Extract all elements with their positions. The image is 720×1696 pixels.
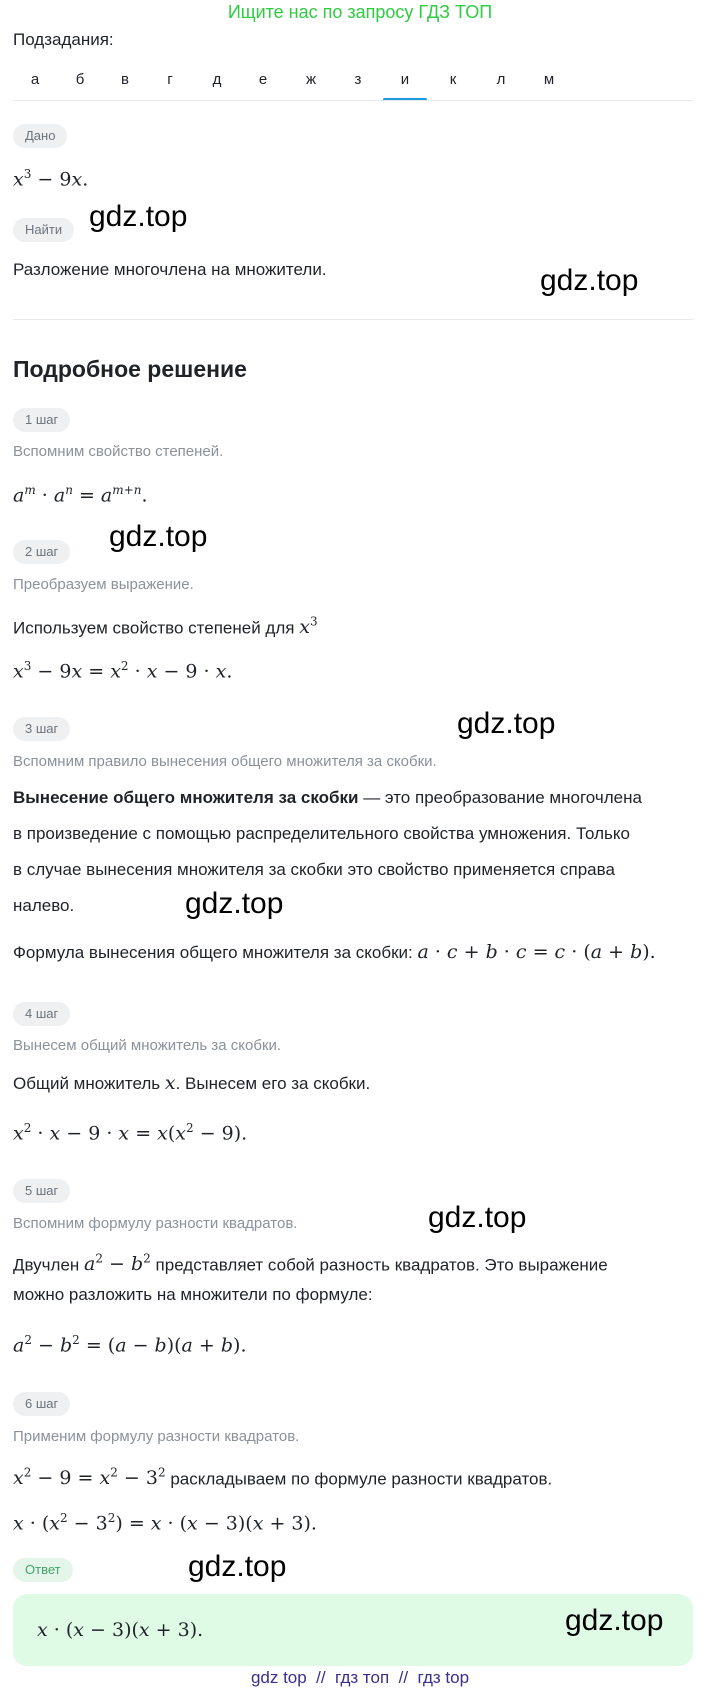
tab-g[interactable]: г [167, 71, 173, 88]
tabs-divider [13, 100, 693, 101]
footer-links: gdz top // гдз топ // гдз top [250, 1668, 470, 1687]
step-3-bold-term: Вынесение общего множителя за скобки [13, 788, 359, 807]
step-3-line-2: в произведение с помощью распределительного свойства умножения. Только [13, 824, 630, 843]
step-6-text: раскладываем по формуле разности квадратов. [170, 1469, 553, 1489]
tab-m[interactable]: м [543, 71, 555, 88]
watermark: gdz.top [109, 520, 208, 553]
tab-z[interactable]: з [354, 71, 362, 88]
step-2-inline-math: $x^3$ [299, 615, 318, 639]
find-badge: Найти [13, 218, 74, 242]
step-5-hint: Вспомним формулу разности квадратов. [13, 1215, 298, 1232]
watermark: gdz.top [565, 1604, 664, 1637]
step-2-text: Используем свойство степеней для [13, 618, 295, 638]
answer-formula: x · (x − 3)(x + 3). [37, 1619, 204, 1641]
step-1-formula: $a^m \cdot a^n = a^{m+n}$. [13, 483, 148, 507]
step-5-text-c: можно разложить на множители по формуле: [13, 1285, 373, 1304]
step-3-line-3: в случае вынесения множителя за скобки это свойство применяется справа [13, 860, 615, 879]
step-5-text-row [13, 1246, 608, 1278]
top-banner: Ищите нас по запросу ГДЗ ТОП [227, 2, 493, 22]
step-6-formula: $x \cdot (x^2 - 3^2) = x \cdot (x - 3)(x + 3)$. [13, 1511, 317, 1535]
watermark: gdz.top [540, 264, 639, 297]
subtasks-label: Подзадания: [13, 30, 114, 49]
step-3-formula-row [13, 939, 656, 966]
step-1-badge: 1 шаг [13, 408, 70, 432]
step-4-formula: $x^2 \cdot x - 9 \cdot x = x(x^2 - 9)$. [13, 1121, 248, 1145]
step-3-formula: a · c + b · c = c · (a + b). [417, 941, 656, 963]
watermark: gdz.top [428, 1201, 527, 1234]
find-text: Разложение многочлена на множители. [13, 260, 327, 279]
step-1-hint: Вспомним свойство степеней. [13, 443, 224, 460]
step-2-formula: $x^3 - 9x = x^2 \cdot x - 9 \cdot x$. [13, 659, 233, 683]
step-5-text-b: представляет собой разность квадратов. Это выражение [155, 1255, 608, 1275]
step-3-line-1: — это преобразование многочлена [358, 788, 642, 807]
step-5-formula: $a^2 - b^2 = (a - b)(a + b)$. [13, 1333, 247, 1357]
step-3-line-4: налево. [13, 896, 75, 915]
section-divider [13, 319, 693, 320]
watermark: gdz.top [185, 887, 284, 920]
tab-b[interactable]: б [75, 71, 85, 88]
answer-badge: Ответ [13, 1558, 73, 1582]
step-4-inline-math: x [164, 1072, 176, 1094]
tab-e[interactable]: е [258, 71, 268, 88]
step-4-hint: Вынесем общий множитель за скобки. [13, 1037, 282, 1054]
watermark: gdz.top [188, 1550, 287, 1583]
step-5-text-a: Двучлен [13, 1255, 80, 1275]
step-6-inline-math: $x^2 - 9 = x^2 - 3^2$ [13, 1466, 166, 1490]
given-expression: $x^3 - 9x$. [13, 167, 89, 191]
tab-l[interactable]: л [496, 71, 506, 88]
step-4-text-b: . Вынесем его за скобки. [175, 1074, 371, 1093]
tab-a[interactable]: а [30, 71, 40, 88]
step-6-badge: 6 шаг [13, 1392, 70, 1416]
step-6-hint: Применим формулу разности квадратов. [13, 1428, 300, 1445]
step-3-hint: Вспомним правило вынесения общего множителя за скобки. [13, 753, 437, 770]
step-3-badge: 3 шаг [13, 717, 70, 741]
step-4-text-a: Общий множитель [13, 1074, 161, 1093]
step-2-text-row [13, 609, 318, 641]
tab-i[interactable]: и [383, 68, 427, 92]
step-6-text-row [13, 1460, 552, 1492]
subtask-tabs [13, 68, 693, 100]
step-4-text-row [13, 1070, 370, 1097]
solution-title: Подробное решение [13, 356, 247, 382]
tab-d[interactable]: д [212, 71, 222, 88]
step-2-hint: Преобразуем выражение. [13, 576, 194, 593]
tab-zh[interactable]: ж [305, 71, 317, 88]
step-3-definition [13, 780, 693, 924]
step-3-formula-label: Формула вынесения общего множителя за скобки: [13, 943, 413, 962]
step-4-badge: 4 шаг [13, 1002, 70, 1026]
tab-v[interactable]: в [121, 71, 129, 88]
step-5-inline-math: $a^2 - b^2$ [84, 1252, 151, 1276]
step-5-badge: 5 шаг [13, 1179, 70, 1203]
given-badge: Дано [13, 124, 67, 148]
step-2-badge: 2 шаг [13, 540, 70, 564]
tab-k[interactable]: к [449, 71, 457, 88]
watermark: gdz.top [457, 707, 556, 740]
watermark: gdz.top [89, 200, 188, 233]
